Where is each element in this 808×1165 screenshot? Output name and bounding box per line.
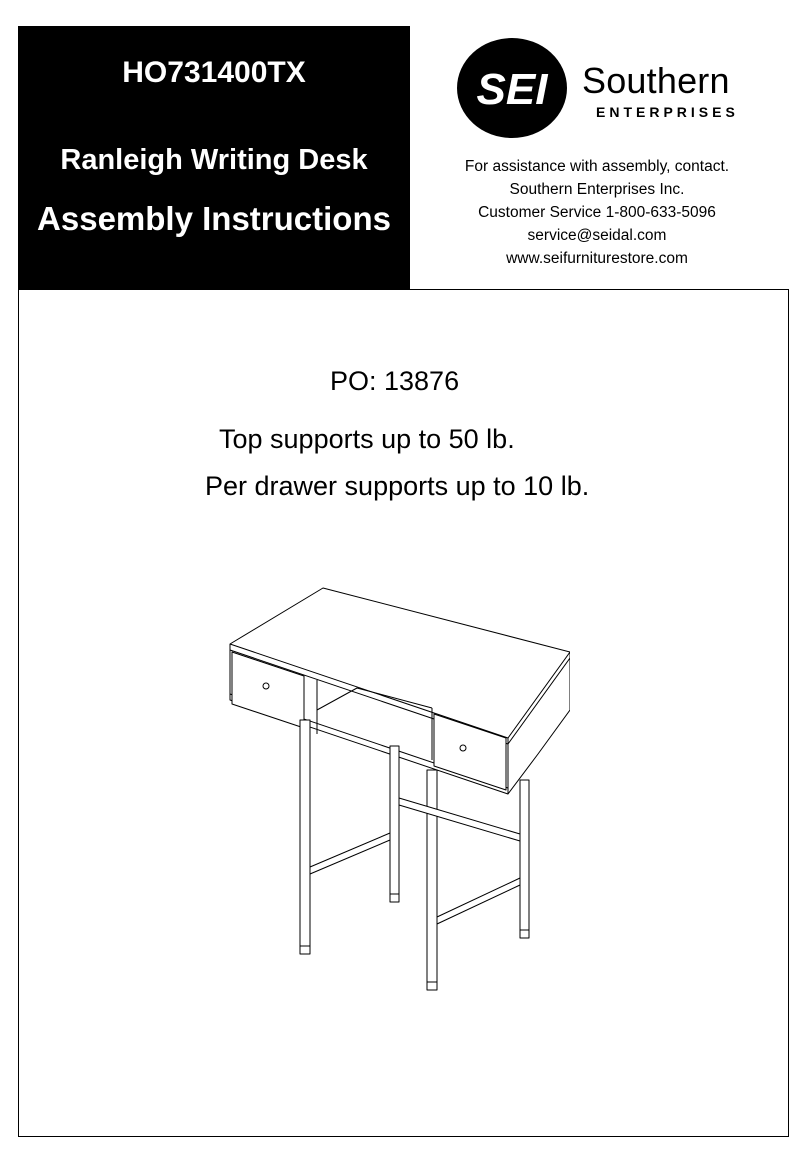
brand-subtitle: ENTERPRISES bbox=[596, 104, 739, 120]
contact-website: www.seifurniturestore.com bbox=[506, 250, 688, 267]
model-number: HO731400TX bbox=[122, 56, 306, 89]
drawer-capacity: Per drawer supports up to 10 lb. bbox=[205, 471, 590, 501]
po-number: PO: 13876 bbox=[330, 366, 460, 396]
title-block bbox=[18, 26, 410, 289]
contact-company: Southern Enterprises Inc. bbox=[509, 181, 685, 198]
top-capacity: Top supports up to 50 lb. bbox=[219, 424, 515, 454]
contact-phone: Customer Service 1-800-633-5096 bbox=[478, 204, 716, 221]
logo-text: SEI bbox=[476, 65, 548, 114]
brand-logo bbox=[457, 38, 757, 138]
document-title: Assembly Instructions bbox=[37, 200, 391, 237]
sei-badge-icon bbox=[457, 38, 567, 138]
writing-desk-illustration bbox=[220, 580, 570, 1000]
contact-intro: For assistance with assembly, contact. bbox=[464, 158, 730, 175]
desk-drawing bbox=[220, 580, 570, 1000]
product-name: Ranleigh Writing Desk bbox=[60, 144, 368, 176]
brand-name: Southern bbox=[582, 60, 730, 101]
contact-email: service@seidal.com bbox=[527, 227, 667, 244]
contact-info bbox=[418, 155, 776, 270]
